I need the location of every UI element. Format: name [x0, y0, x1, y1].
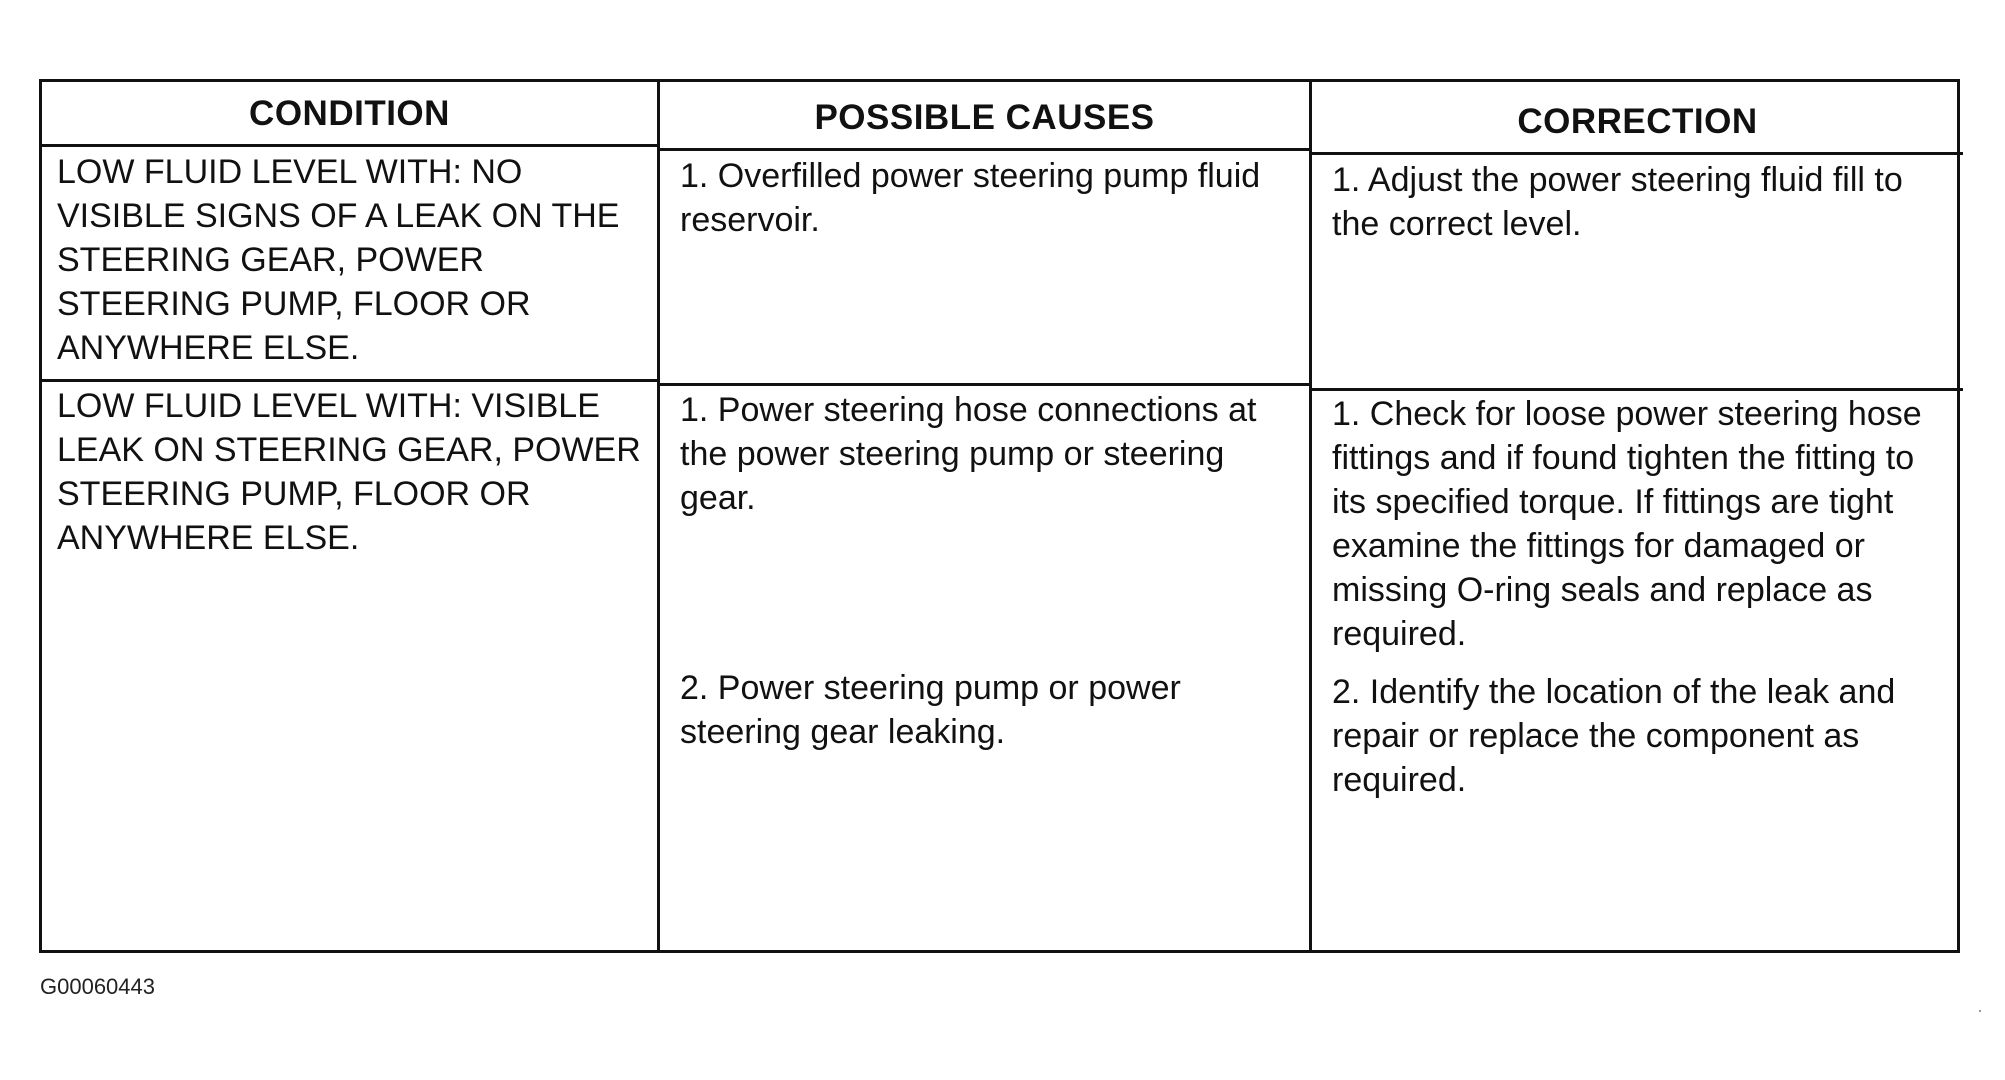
row-divider	[657, 383, 1309, 386]
row-divider	[1309, 388, 1963, 391]
row1-correction-1: 1. Adjust the power steering fluid fill to the correct level.	[1332, 161, 1903, 243]
row2-cause-1: 1. Power steering hose connections at the power steering pump or steering gear.	[680, 391, 1257, 517]
row2-correction-1: 1. Check for loose power steering hose fittings and if found tighten the fitting to its specified torque. If fittings are tight examine the fittings for damaged or missing O-ring seals and replace as required.	[1332, 395, 1922, 653]
row-divider	[42, 379, 657, 382]
diagnosis-table	[39, 79, 1960, 953]
header-possible-causes: POSSIBLE CAUSES	[814, 98, 1155, 137]
header-condition: CONDITION	[249, 94, 450, 133]
header-correction: CORRECTION	[1517, 102, 1758, 141]
figure-id: G00060443	[40, 974, 155, 999]
row1-cause-1: 1. Overfilled power steering pump fluid reservoir.	[680, 157, 1261, 239]
row2-correction-2: 2. Identify the location of the leak and repair or replace the component as required.	[1332, 673, 1896, 799]
row2-condition: LOW FLUID LEVEL WITH: VISIBLE LEAK ON STEERING GEAR, POWER STEERING PUMP, FLOOR OR ANYWHERE ELSE.	[57, 387, 641, 557]
row2-cause-2: 2. Power steering pump or power steering gear leaking.	[680, 669, 1181, 751]
scan-mark	[1979, 1010, 1981, 1012]
row1-condition: LOW FLUID LEVEL WITH: NO VISIBLE SIGNS OF A LEAK ON THE STEERING GEAR, POWER STEERING PUMP, FLOOR OR ANYWHERE ELSE.	[57, 153, 620, 367]
